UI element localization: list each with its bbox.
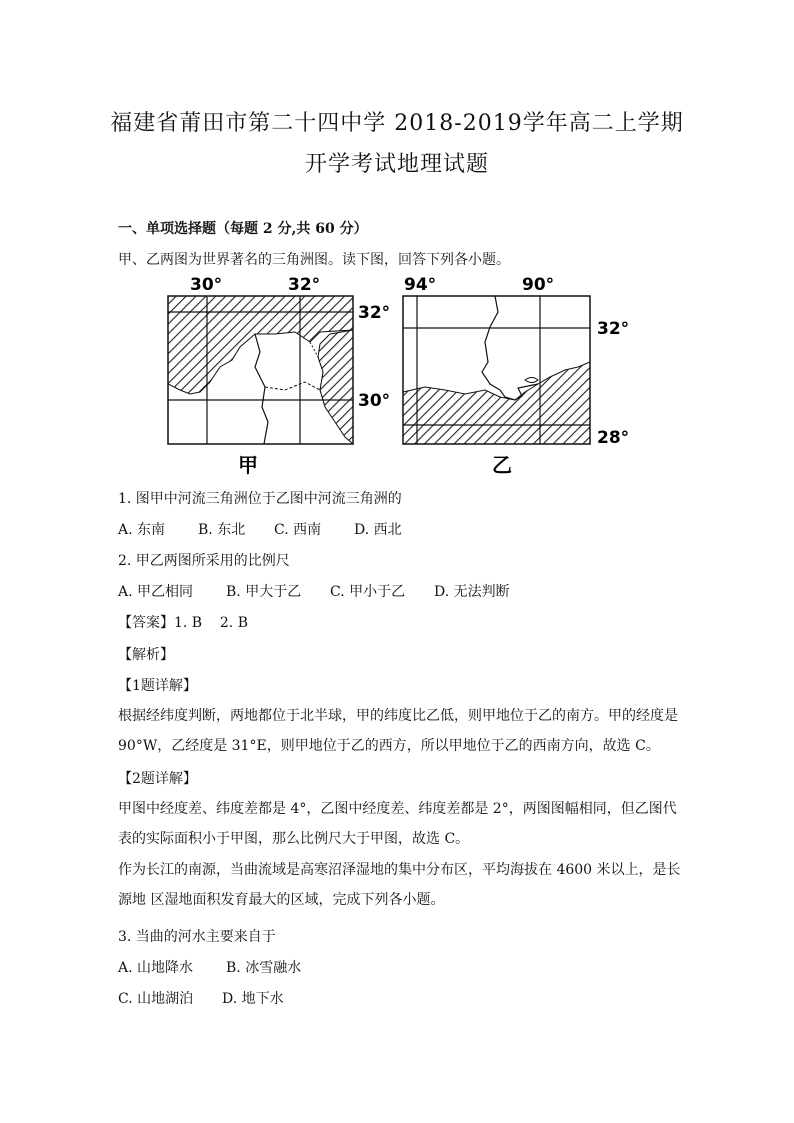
map-yi-lon-label: 90°	[522, 275, 555, 295]
map-yi-lat-label: 32°	[597, 319, 630, 339]
answer-line	[118, 612, 248, 632]
map-yi-lake	[525, 378, 538, 383]
option-d: D. 西北	[354, 522, 402, 538]
map-yi-lat-label: 28°	[597, 428, 630, 448]
question-1-stem: 1. 图甲中河流三角洲位于乙图中河流三角洲的	[118, 491, 402, 507]
detail-1-heading: 【1题详解】	[118, 678, 197, 694]
map-jia-caption: 甲	[238, 453, 258, 477]
option-c: C. 西南	[274, 522, 322, 538]
option-d: D. 地下水	[222, 991, 284, 1007]
map-jia-lat-label: 30°	[358, 391, 391, 411]
section-intro: 甲、乙两图为世界著名的三角洲图。读下图，回答下列各小题。	[118, 252, 510, 268]
option-b: B. 甲大于乙	[226, 584, 302, 600]
map-yi	[403, 296, 590, 444]
question-1-options	[118, 519, 402, 539]
detail-1-text: 根据经纬度判断，两地都位于北半球，甲的纬度比乙低，则甲地位于乙的南方。甲的经度是 90°W，乙经度是 31°E，则甲地位于乙的西方，所以甲地位于乙的西南方向，故选 C。	[118, 708, 678, 754]
analysis-heading: 【解析】	[118, 647, 174, 663]
option-b: B. 东北	[198, 522, 246, 538]
question-2-stem: 2. 甲乙两图所采用的比例尺	[118, 553, 290, 569]
option-d: D. 无法判断	[434, 584, 510, 600]
map-yi-caption: 乙	[492, 453, 512, 477]
map-yi-lon-label: 94°	[404, 275, 437, 295]
delta-maps-figure	[160, 272, 640, 477]
delta-maps-svg	[160, 272, 640, 477]
passage-text: 作为长江的南源，当曲流域是高寒沼泽湿地的集中分布区，平均海拔在 4600 米以上，是长源地 区湿地面积发育最大的区域，完成下列各小题。	[118, 862, 681, 908]
map-jia	[168, 296, 353, 444]
option-a: A. 东南	[118, 522, 166, 538]
option-a: A. 甲乙相同	[118, 584, 194, 600]
question-3-options-row1	[118, 957, 301, 977]
answer-label: 【答案】	[118, 615, 174, 631]
map-jia-sea-top	[168, 296, 353, 312]
map-jia-lon-label: 30°	[190, 275, 223, 295]
map-jia-lat-label: 32°	[358, 303, 391, 323]
page-title-line2: 开学考试地理试题	[304, 152, 489, 177]
option-c: C. 山地湖泊	[118, 991, 194, 1007]
option-a: A. 山地降水	[118, 960, 194, 976]
option-b: B. 冰雪融水	[226, 960, 302, 976]
page-title-line1: 福建省莆田市第二十四中学 2018-2019学年高二上学期	[110, 111, 684, 136]
question-2-options	[118, 581, 510, 601]
section-heading: 一、单项选择题（每题 2 分,共 60 分）	[118, 221, 368, 237]
question-3-stem: 3. 当曲的河水主要来自于	[118, 929, 276, 945]
question-3-options-row2	[118, 988, 284, 1008]
detail-2-text: 甲图中经度差、纬度差都是 4°，乙图中经度差、纬度差都是 2°，两图图幅相同，但乙图代表的实际面积小于甲图，那么比例尺大于甲图，故选 C。	[118, 801, 677, 847]
option-c: C. 甲小于乙	[330, 584, 406, 600]
answer-values: 1. B 2. B	[174, 615, 248, 631]
map-jia-lon-label: 32°	[288, 275, 321, 295]
detail-2-heading: 【2题详解】	[118, 771, 197, 787]
